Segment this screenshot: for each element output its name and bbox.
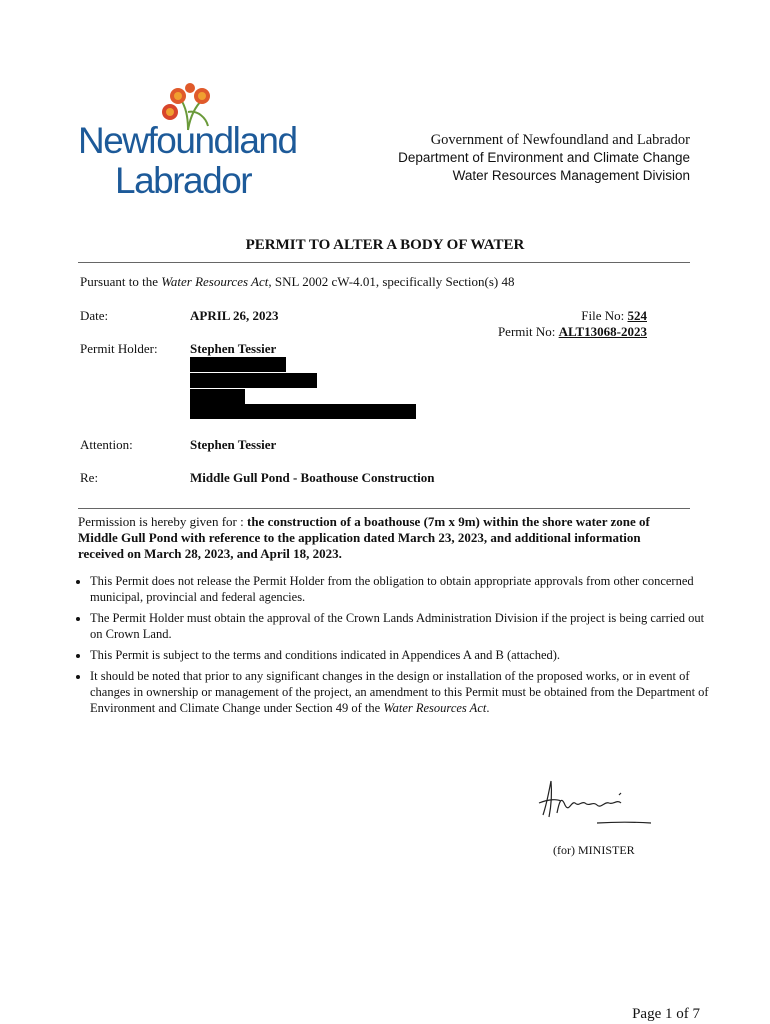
permit-no-label: Permit No: <box>497 324 559 339</box>
redaction-bar <box>190 404 416 419</box>
conditions-list <box>76 573 710 721</box>
condition-suffix: . <box>486 701 490 715</box>
condition-item: • This Permit is subject to the terms and conditions indicated in Appendices A and B (attached). <box>90 647 710 663</box>
logo-text-labrador: Labrador <box>115 160 252 201</box>
file-no-value: 524 <box>627 308 647 323</box>
attention-value: Stephen Tessier <box>190 437 277 452</box>
pursuant-prefix: Pursuant to the <box>80 274 162 289</box>
nl-government-logo <box>78 82 297 201</box>
re-label: Re: <box>80 470 99 485</box>
permit-number <box>498 324 647 340</box>
permit-no-value: ALT13068-2023 <box>558 324 647 339</box>
re-value: Middle Gull Pond - Boathouse Construction <box>190 470 435 485</box>
date-value: APRIL 26, 2023 <box>190 308 279 323</box>
condition-item: • This Permit does not release the Permit Holder from the obligation to obtain appropriate approvals from other concerned municipal, provincial and federal agencies. <box>90 573 710 605</box>
date-label: Date: <box>80 308 109 323</box>
condition-item: • The Permit Holder must obtain the approval of the Crown Lands Administration Division if the project is being carried out on Crown Land. <box>90 610 710 642</box>
permission-prefix: Permission is hereby given for : <box>78 514 247 529</box>
act-name: Water Resources Act <box>383 701 487 715</box>
holder-label: Permit Holder: <box>80 341 158 356</box>
condition-item <box>90 668 710 716</box>
document-title: PERMIT TO ALTER A BODY OF WATER <box>245 237 525 253</box>
page-number: Page 1 of 7 <box>632 1006 700 1022</box>
redaction-bar <box>190 389 245 404</box>
attention-label: Attention: <box>80 437 133 452</box>
logo-text-newfoundland: Newfoundland <box>78 120 297 161</box>
government-name: Government of Newfoundland and Labrador <box>430 132 690 148</box>
title-divider <box>78 262 690 263</box>
holder-value: Stephen Tessier <box>190 341 277 356</box>
minister-signature <box>535 773 655 833</box>
signature-caption: (for) MINISTER <box>553 843 635 857</box>
pursuant-line <box>80 274 514 290</box>
letterhead <box>398 131 690 185</box>
department-name: Department of Environment and Climate Change <box>398 150 690 165</box>
redaction-bar <box>190 373 317 388</box>
section-divider <box>78 508 690 509</box>
permission-body: the construction of a boathouse (7m x 9m) within the shore water zone of Middle Gull Pond with reference to the application dated March 23, 2023, and additional information received on March 28, 2023, and April 18, 2023. <box>78 514 650 561</box>
act-name: Water Resources Act <box>161 274 269 289</box>
division-name: Water Resources Management Division <box>452 168 690 183</box>
pursuant-suffix: , SNL 2002 cW-4.01, specifically Section(s) 48 <box>268 274 515 289</box>
file-no-label: File No: <box>581 308 628 323</box>
permission-statement <box>78 514 678 562</box>
redaction-bar <box>190 357 286 372</box>
condition-text: It should be noted that prior to any significant changes in the design or installation of the proposed works, or in event of changes in ownership or management of the project, an amendment to this Permit must be obtained from the Department of Environment and Climate Change under Section 49 of the <box>90 669 709 715</box>
file-number <box>581 308 647 324</box>
